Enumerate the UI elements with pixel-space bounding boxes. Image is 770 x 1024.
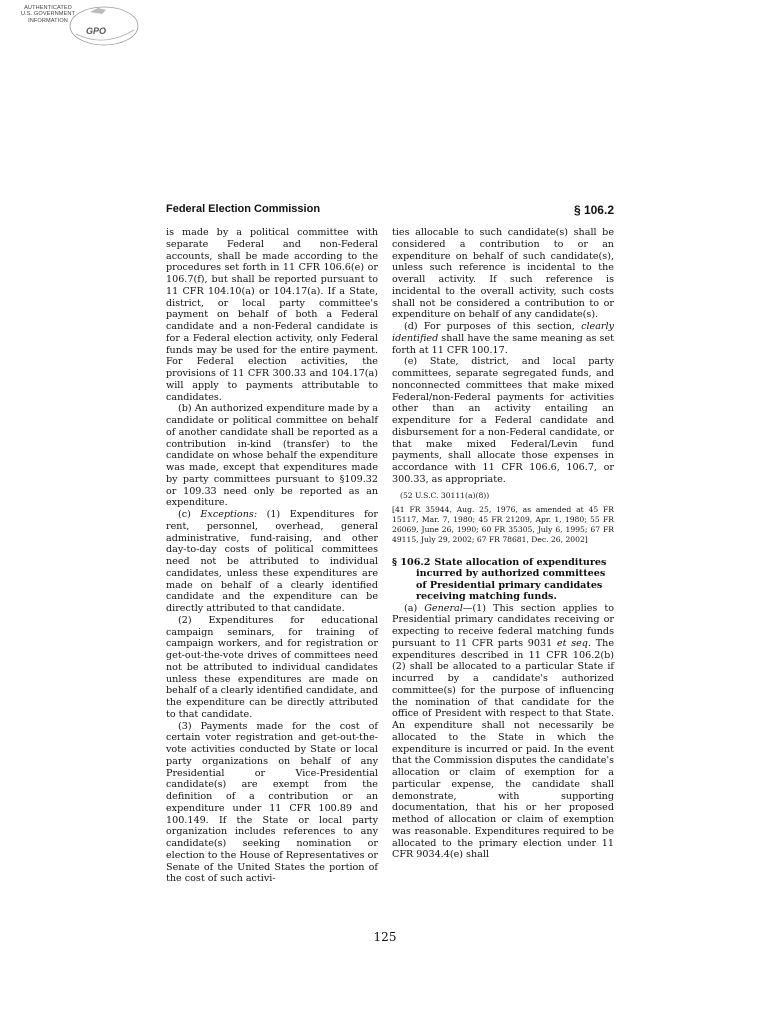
et-seq-term: et seq. (556, 637, 591, 649)
paragraph-label: (a) (404, 602, 425, 614)
section-label: § 106.2 (573, 203, 614, 217)
authority-citation: (52 U.S.C. 30111(a)(8)) (400, 490, 490, 500)
section-number: § 106.2 (392, 556, 431, 568)
left-paragraph-4: (2) Expenditures for educational campaign seminars, for training of campaign workers, and for registration or get-out-the-vote drives of committees need not be attributed to individual candidates unless these expenditures are made on behalf of a clearly identified candidate, and the expenditure can be directly attributed to that candidate. (166, 614, 378, 720)
left-paragraph-3 (166, 509, 378, 615)
seal-mark: GPO (86, 26, 107, 36)
paragraph-text-cont: The expenditures described in 11 CFR 106.2(b)(2) shall be allocated to a particular State if incurred by a candidate's authorized committee(s) for the purpose of influencing the nomination of that candidate for the office of President with respect to that State. An expenditure shall not necessarily be allocated to the State in which the expenditure is incurred or paid. In the event that the Commission disputes the candidate's allocation or claim of exemption for a particular expense, the candidate shall demonstrate, with supporting documentation, that his or her proposed method of allocation or claim of exemption was reasonable. Expenditures required to be allocated to the primary election under 11 CFR 9034.4(e) shall (392, 637, 614, 861)
paragraph-label: (d) For purposes of this section, (404, 321, 582, 332)
paragraph-label: (c) (178, 509, 191, 520)
left-column (166, 227, 378, 885)
right-column (392, 227, 614, 861)
section-heading (392, 557, 614, 603)
paragraph-text: (1) Expenditures for rent, personnel, overhead, general administrative, fund-raising, and other day-to-day costs of political committees need not be attributed to individual candidates, unless these expenditures are made on behalf of a clearly identified candidate and the expenditure can be directly attributed to that candidate. (166, 509, 378, 614)
page-number: 125 (373, 930, 397, 944)
left-paragraph-2: (b) An authorized expenditure made by a candidate or political committee on behalf of another candidate shall be reported as a contribution in-kind (transfer) to the candidate on whose behalf the expenditure was made, except that expenditures made by party committees pursuant to §109.32 or 109.33 need only be reported as an expenditure. (166, 403, 378, 509)
exceptions-term: Exceptions: (200, 509, 258, 520)
gpo-authentication-seal (6, 4, 142, 48)
paragraph-text: —(1) This section applies to Presidential primary candidates receiving or expecting to receive federal matching funds pursuant to 11 CFR parts 9031 (392, 602, 614, 649)
right-paragraph-4 (392, 603, 614, 862)
left-paragraph-1: is made by a political committee with separate Federal and non-Federal accounts, shall be made according to the procedures set forth in 11 CFR 106.6(e) or 106.7(f), but shall be reported pursuant to 11 CFR 104.10(a) or 104.17(a). If a State, district, or local party committee's payment on behalf of both a Federal candidate and a non-Federal candidate is for a Federal election activity, only Federal funds may be used for the entire payment. For Federal election activities, the provisions of 11 CFR 300.33 and 104.17(a) will apply to payments attributable to candidates. (166, 227, 378, 403)
seal-text-line-1: AUTHENTICATED (24, 5, 72, 11)
running-head (166, 203, 614, 219)
paragraph-text: shall have the same meaning as set forth at 11 CFR 100.17. (392, 332, 614, 356)
right-paragraph-2 (392, 321, 614, 356)
general-term: General (424, 602, 463, 614)
clearly-identified-term: clearly identified (392, 321, 614, 344)
section-title: State allocation of expenditures incurred by authorized committees of Presidential primary candidates receiving matching funds. (416, 556, 607, 602)
left-paragraph-5: (3) Payments made for the cost of certain voter registration and get-out-the-vote activities conducted by State or local party organizations on behalf of any Presidential or Vice-Presidential candidate(s) are exempt from the definition of a contribution or an expenditure under 11 CFR 100.89 and 100.149. If the State or local party organization includes references to any candidate(s) seeking nomination or election to the House of Representatives or Senate of the United States the portion of the cost of such activi- (166, 720, 378, 885)
seal-text-line-3: INFORMATION (28, 17, 68, 24)
seal-text-line-2: U.S. GOVERNMENT (20, 11, 76, 18)
agency-name: Federal Election Commission (166, 203, 321, 215)
source-note: [41 FR 35944, Aug. 25, 1976, as amended at 45 FR 15117, Mar. 7, 1980; 45 FR 21209, Apr. 1, 1980; 55 FR 26069, June 26, 1990; 60 FR 35305, July 6, 1995; 67 FR 49115, July 29, 2002; 67 FR 78681, Dec. 26, 2002] (392, 504, 614, 544)
right-paragraph-3: (e) State, district, and local party committees, separate segregated funds, and nonconnected committees that make mixed Federal/non-Federal payments for activities other than an activity entailing an expenditure for a Federal candidate and disbursement for a non-Federal candidate, or that make mixed Federal/Levin fund payments, shall allocate those expenses in accordance with 11 CFR 106.6, 106.7, or 300.33, as appropriate. (392, 356, 614, 485)
right-paragraph-1: ties allocable to such candidate(s) shall be considered a contribution to or an expenditure on behalf of such candidate(s), unless such reference is incidental to the overall activity. If such reference is incidental to the overall activity, such costs shall not be considered a contribution to or expenditure on behalf of any candidate(s). (392, 227, 614, 321)
